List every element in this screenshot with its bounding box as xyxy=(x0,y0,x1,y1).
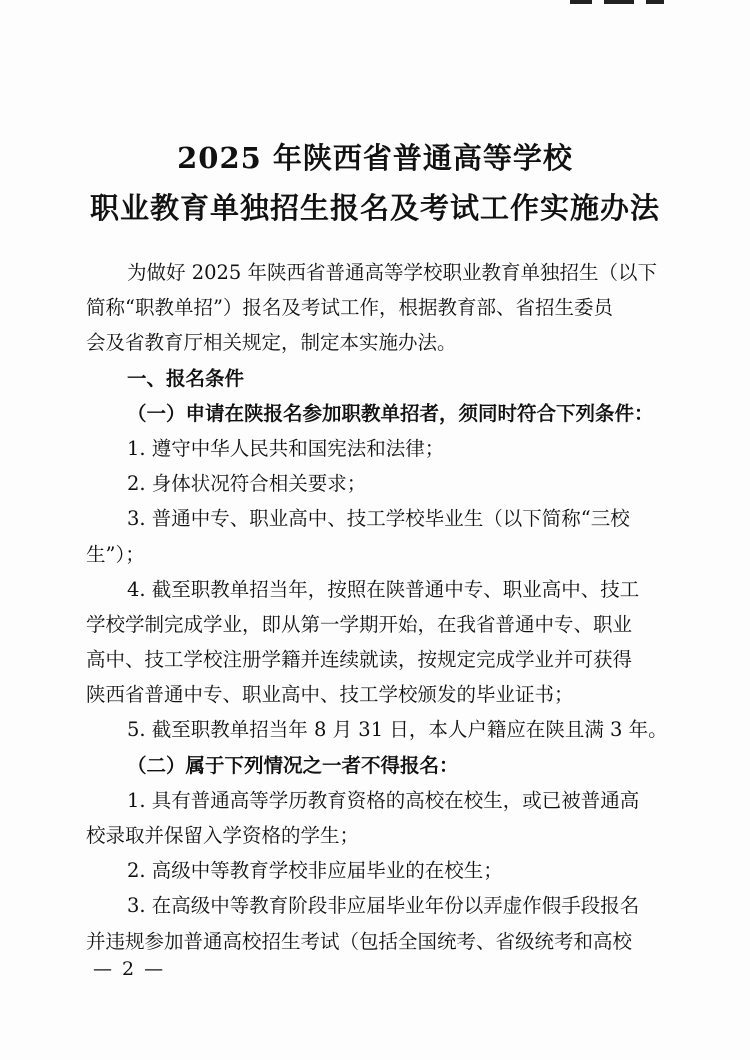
exclusion-item: 1. 具有普通高等学历教育资格的高校在校生，或已被普通高 xyxy=(127,788,640,812)
document-title-line-1: 2025 年陕西省普通高等学校 xyxy=(177,141,573,175)
condition-item-continued: 学校学制完成学业，即从第一学期开始，在我省普通中专、职业 xyxy=(86,612,633,636)
condition-item-continued: 陕西省普通中专、职业高中、技工学校颁发的毕业证书； xyxy=(86,683,574,707)
scan-edge-mark xyxy=(604,0,634,4)
intro-line: 为做好 2025 年陕西省普通高等学校职业教育单独招生（以下 xyxy=(127,261,658,284)
scan-edge-mark xyxy=(646,0,664,4)
condition-item: 4. 截至职教单招当年，按照在陕普通中专、职业高中、技工 xyxy=(127,577,640,601)
subsection-heading: （二）属于下列情况之一者不得报名： xyxy=(127,753,459,777)
exclusion-item: 3. 在高级中等教育阶段非应届毕业年份以弄虚作假手段报名 xyxy=(127,894,640,918)
scan-edge-mark xyxy=(570,0,592,4)
page-number: — 2 — xyxy=(93,958,166,980)
exclusion-item: 2. 高级中等教育学校非应届毕业的在校生； xyxy=(127,859,503,883)
exclusion-item-continued: 校录取并保留入学资格的学生； xyxy=(86,824,360,847)
document-body xyxy=(86,255,668,959)
intro-line: 简称“职教单招”）报名及考试工作，根据教育部、省招生委员 xyxy=(86,296,613,320)
condition-item: 2. 身体状况符合相关要求； xyxy=(127,472,367,496)
exclusion-item-continued: 并违规参加普通高校招生考试（包括全国统考、省级统考和高校 xyxy=(86,929,633,953)
document-title-line-2: 职业教育单独招生报名及考试工作实施办法 xyxy=(89,191,660,225)
condition-item: 5. 截至职教单招当年 8 月 31 日，本人户籍应在陕且满 3 年。 xyxy=(127,718,668,742)
condition-item: 1. 遵守中华人民共和国宪法和法律； xyxy=(127,436,445,460)
section-heading: 一、报名条件 xyxy=(127,366,245,390)
subsection-heading: （一）申请在陕报名参加职教单招者，须同时符合下列条件： xyxy=(127,401,654,425)
condition-item-continued: 生”）； xyxy=(86,542,145,566)
intro-line: 会及省教育厅相关规定，制定本实施办法。 xyxy=(86,331,457,355)
condition-item-continued: 高中、技工学校注册学籍并连续就读，按规定完成学业并可获得 xyxy=(86,648,633,672)
condition-item: 3. 普通中专、职业高中、技工学校毕业生（以下简称“三校 xyxy=(127,507,630,531)
